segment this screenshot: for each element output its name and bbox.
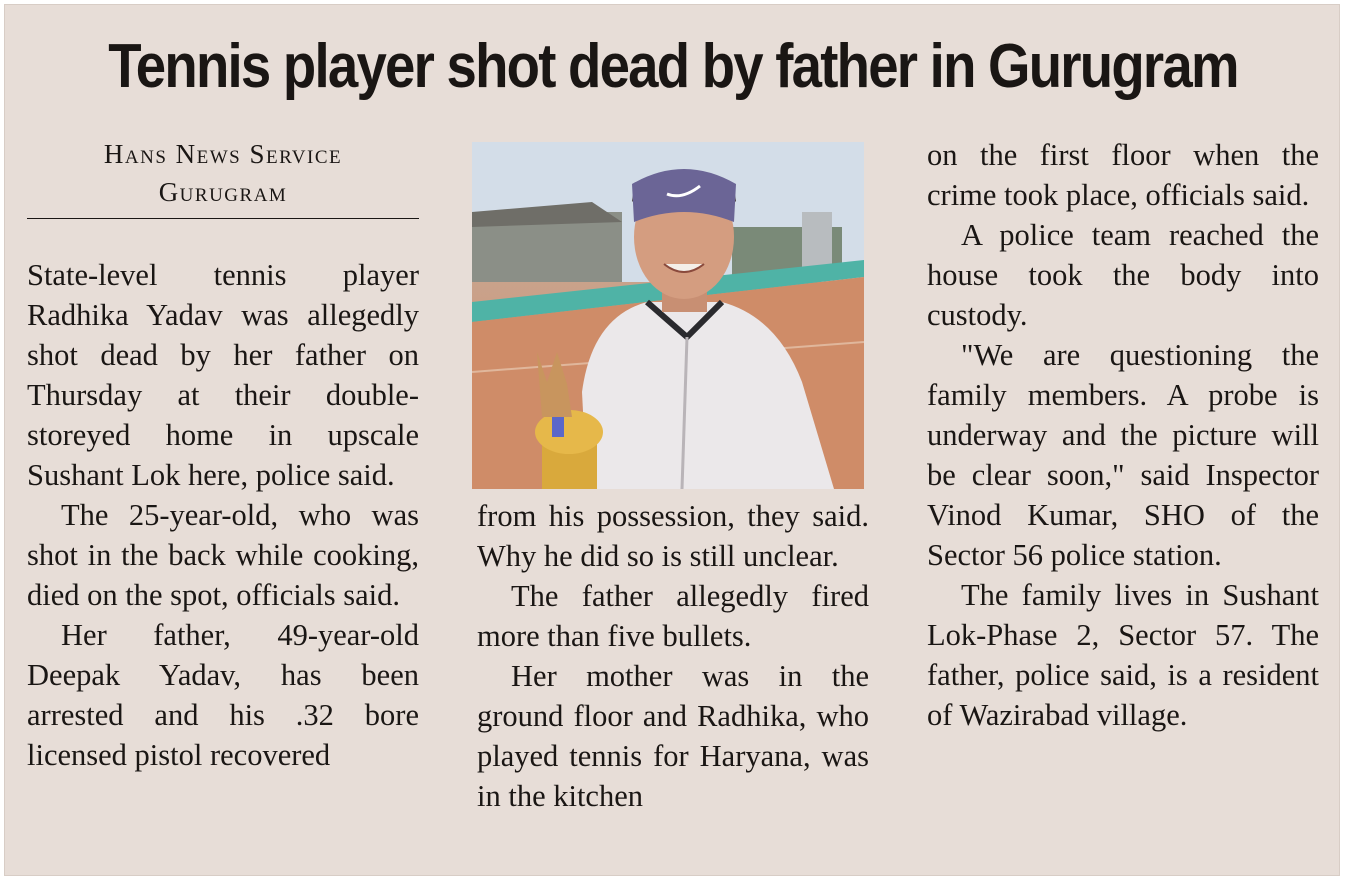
photo-illustration bbox=[472, 142, 864, 489]
byline-city: Gurugram bbox=[158, 177, 288, 207]
paragraph: The 25-year-old, who was shot in the back while cooking, died on the spot, officials said. bbox=[27, 498, 419, 612]
byline bbox=[27, 135, 419, 211]
player-photo bbox=[472, 142, 864, 489]
paragraph: from his possession, they said. Why he did so is still unclear. bbox=[477, 499, 869, 573]
byline-agency: Hans News Service bbox=[103, 139, 343, 169]
paragraph: State-level tennis player Radhika Yadav was allegedly shot dead by her father on Thursday at their double-storeyed home in upscale Sushant Lok here, police said. bbox=[27, 258, 419, 492]
paragraph: on the first floor when the crime took place, officials said. bbox=[927, 138, 1319, 212]
paragraph: A police team reached the house took the body into custody. bbox=[927, 218, 1319, 332]
byline-divider bbox=[27, 218, 419, 219]
paragraph: Her father, 49-year-old Deepak Yadav, has been arrested and his .32 bore licensed pistol recovered bbox=[27, 618, 419, 772]
headline: Tennis player shot dead by father in Gurugram bbox=[108, 32, 1238, 101]
column-2 bbox=[477, 496, 869, 816]
paragraph: The family lives in Sushant Lok-Phase 2, Sector 57. The father, police said, is a resident of Wazirabad village. bbox=[927, 578, 1319, 732]
newspaper-clipping bbox=[4, 4, 1340, 876]
paragraph: The father allegedly fired more than five bullets. bbox=[477, 579, 869, 653]
paragraph: "We are questioning the family members. A probe is underway and the picture will be clear soon," said Inspector Vinod Kumar, SHO of the Sector 56 police station. bbox=[927, 338, 1319, 572]
paragraph: Her mother was in the ground floor and Radhika, who played tennis for Haryana, was in the kitchen bbox=[477, 659, 869, 813]
column-3 bbox=[927, 135, 1319, 735]
column-1 bbox=[27, 255, 419, 775]
